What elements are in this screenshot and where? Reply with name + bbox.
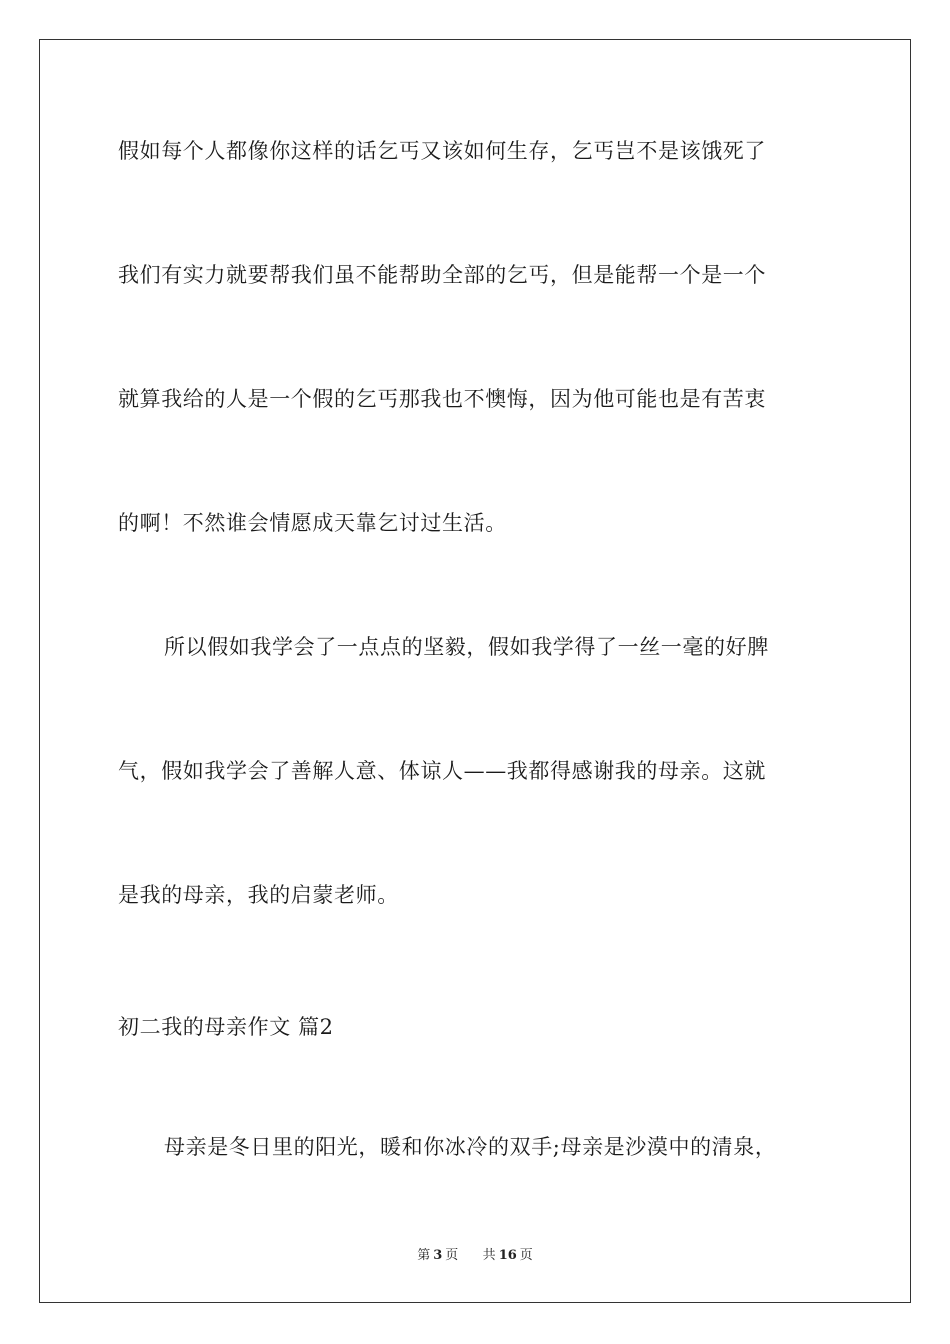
- text-line-2: 我们有实力就要帮我们虽不能帮助全部的乞丐，但是能帮一个是一个: [118, 263, 766, 287]
- text-line-5: 所以假如我学会了一点点的坚毅，假如我学得了一丝一毫的好脾: [164, 635, 769, 659]
- text-line-8: 母亲是冬日里的阳光，暖和你冰冷的双手;母亲是沙漠中的清泉，: [164, 1135, 777, 1159]
- text-line-6: 气，假如我学会了善解人意、体谅人——我都得感谢我的母亲。这就: [118, 759, 766, 783]
- text-line-7: 是我的母亲，我的启蒙老师。: [118, 883, 399, 907]
- page-border: [39, 39, 911, 1303]
- page-indicator: 第 3 页: [417, 1248, 459, 1263]
- section-heading: 初二我的母亲作文 篇2: [118, 1015, 334, 1039]
- total-pages-indicator: 共 16 页: [482, 1248, 533, 1263]
- text-line-3: 就算我给的人是一个假的乞丐那我也不懊悔，因为他可能也是有苦衷: [118, 387, 766, 411]
- text-line-1: 假如每个人都像你这样的话乞丐又该如何生存，乞丐岂不是该饿死了: [118, 139, 766, 163]
- text-line-4: 的啊！不然谁会情愿成天靠乞讨过生活。: [118, 511, 507, 535]
- page-footer: [0, 1247, 950, 1265]
